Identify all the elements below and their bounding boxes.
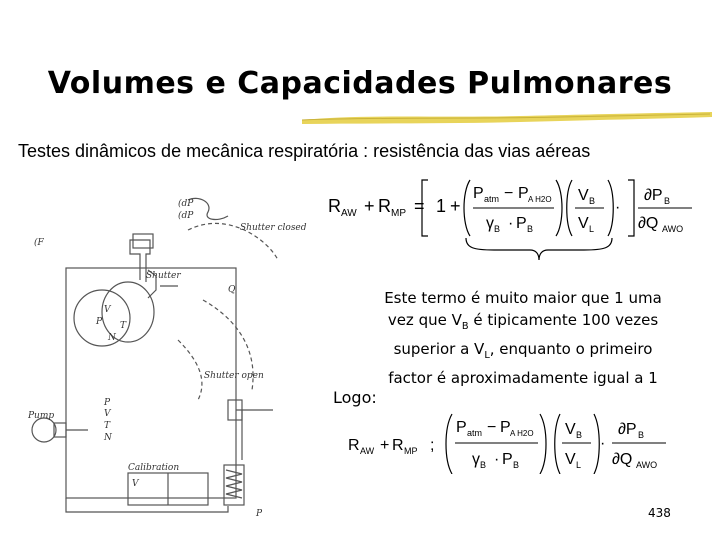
svg-text:V: V (578, 215, 589, 232)
svg-text:atm: atm (467, 428, 483, 438)
p0-label: P (256, 509, 263, 519)
svg-text:B: B (513, 460, 520, 470)
calibration-label: Calibration (128, 463, 180, 473)
plethysmograph-diagram (28, 190, 340, 530)
svg-text:V: V (578, 187, 589, 204)
svg-text:B: B (638, 430, 645, 440)
vl-label: V (104, 305, 111, 315)
svg-text:AWO: AWO (662, 224, 684, 234)
svg-text:atm: atm (484, 194, 500, 204)
svg-text:P: P (456, 419, 467, 436)
svg-text:+: + (380, 437, 390, 454)
svg-text:B: B (664, 196, 671, 206)
svg-text:∂P: ∂P (618, 421, 637, 438)
pb-label: P (104, 398, 111, 408)
vb-label: V (104, 409, 111, 419)
svg-text:MP: MP (404, 446, 418, 456)
dpb-label: (dP (178, 199, 194, 209)
dpb2-label: (dP (178, 211, 194, 221)
svg-text:R: R (378, 196, 391, 216)
svg-text:·: · (615, 199, 621, 216)
qawo-label: Q (228, 285, 236, 295)
page-number: 438 (648, 506, 671, 520)
vp-label: V (132, 479, 139, 489)
svg-text:V: V (565, 451, 576, 468)
svg-text:L: L (576, 460, 582, 470)
svg-text:·: · (508, 215, 514, 232)
svg-text:γ: γ (486, 215, 494, 232)
shutter-label: Shutter (146, 271, 181, 281)
svg-text:B: B (494, 224, 501, 234)
svg-text:P: P (516, 215, 527, 232)
equation-bottom (348, 412, 670, 474)
slide-title: Volumes e Capacidades Pulmonares (47, 66, 673, 101)
svg-text:;: ; (430, 437, 435, 454)
shutter-open-label: Shutter open (204, 371, 264, 381)
eq-top-raw: R (328, 196, 341, 216)
svg-text:L: L (589, 224, 595, 234)
nl-label: N (108, 333, 116, 343)
logo-label: Logo: (333, 388, 377, 407)
explanation-note: Este termo é muito maior que 1 uma vez que $V_B$ é tipicamente 100 vezes superior a $V_L$, enquanto o primeiro factor é aproximadamente igual a 1 (384, 289, 662, 387)
svg-text:P: P (502, 451, 513, 468)
svg-text:A H2O: A H2O (510, 429, 534, 438)
svg-text:P: P (518, 185, 529, 202)
svg-text:−: − (487, 419, 497, 436)
svg-text:R: R (348, 437, 360, 454)
tl-label: T (120, 321, 127, 331)
svg-text:V: V (565, 421, 576, 438)
svg-text:AW: AW (341, 208, 357, 219)
svg-text:+: + (450, 196, 461, 216)
svg-text:B: B (480, 460, 487, 470)
tb-label: T (104, 421, 111, 431)
title-underline (300, 108, 715, 128)
svg-text:B: B (576, 430, 583, 440)
pa-label: P (96, 317, 103, 327)
svg-text:A H2O: A H2O (528, 195, 552, 204)
svg-text:γ: γ (472, 451, 480, 468)
svg-text:+: + (364, 196, 375, 216)
svg-text:∂Q: ∂Q (612, 451, 633, 468)
equation-top (328, 178, 700, 238)
pump-label: Pump (28, 411, 55, 421)
svg-text:1: 1 (436, 196, 447, 216)
svg-text:∂P: ∂P (644, 187, 663, 204)
nb-label: N (104, 433, 112, 443)
svg-text:B: B (527, 224, 534, 234)
svg-text:MP: MP (391, 208, 406, 219)
shutter-closed-label: Shutter closed (240, 223, 307, 233)
svg-text:P: P (473, 185, 484, 202)
svg-text:AW: AW (360, 446, 375, 456)
svg-text:·: · (494, 451, 500, 468)
fm-patm-label: (F (34, 238, 44, 248)
slide-subtitle: Testes dinâmicos de mecânica respiratória : resistência das vias aéreas (18, 141, 591, 161)
svg-text:B: B (589, 196, 596, 206)
svg-text:−: − (504, 185, 514, 202)
svg-text:·: · (600, 435, 606, 452)
svg-text:P: P (500, 419, 511, 436)
svg-text:R: R (392, 437, 404, 454)
svg-text:=: = (414, 196, 425, 216)
under-brace (464, 236, 614, 262)
svg-text:∂Q: ∂Q (638, 215, 659, 232)
svg-text:AWO: AWO (636, 460, 658, 470)
